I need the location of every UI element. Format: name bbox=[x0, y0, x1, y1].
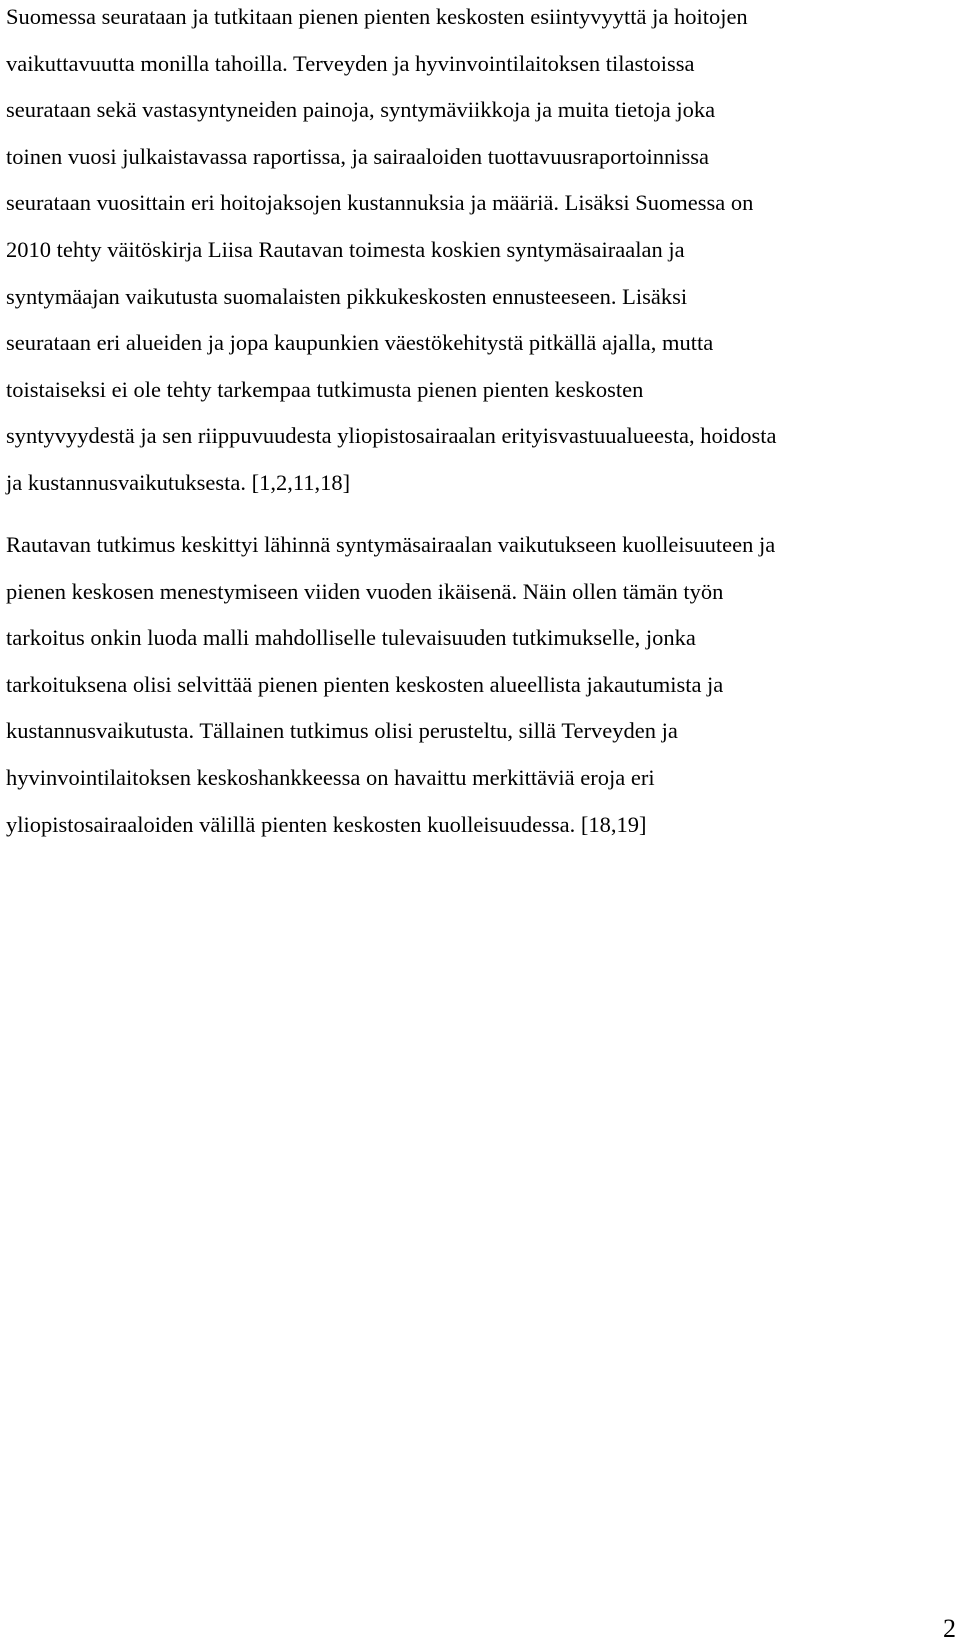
text-line: seurataan sekä vastasyntyneiden painoja, syntymäviikkoja ja muita tietoja joka bbox=[6, 97, 716, 123]
text-line: yliopistosairaaloiden välillä pienten keskosten kuolleisuudessa. [18,19] bbox=[6, 811, 647, 837]
text-line: toinen vuosi julkaistavassa raportissa, ja sairaaloiden tuottavuusraportoinnissa bbox=[6, 143, 709, 169]
text-line: Suomessa seurataan ja tutkitaan pienen pienten keskosten esiintyvyyttä ja hoitojen bbox=[6, 4, 748, 29]
text-line: ja kustannusvaikutuksesta. [1,2,11,18] bbox=[6, 469, 351, 495]
page-number: 2 bbox=[943, 1614, 956, 1643]
text-line: pienen keskosen menestymiseen viiden vuoden ikäisenä. Näin ollen tämän työn bbox=[6, 578, 724, 604]
text-line: seurataan eri alueiden ja jopa kaupunkien väestökehitystä pitkällä ajalla, mutta bbox=[6, 330, 714, 356]
text-line: tarkoitus onkin luoda malli mahdolliselle tulevaisuuden tutkimukselle, jonka bbox=[6, 625, 696, 651]
text-line: kustannusvaikutusta. Tällainen tutkimus olisi perusteltu, sillä Terveyden ja bbox=[6, 718, 678, 744]
text-line: 2010 tehty väitöskirja Liisa Rautavan toimesta koskien syntymäsairaalan ja bbox=[6, 236, 685, 262]
text-line: Rautavan tutkimus keskittyi lähinnä syntymäsairaalan vaikutukseen kuolleisuuteen ja bbox=[6, 532, 776, 557]
text-line: seurataan vuosittain eri hoitojaksojen kustannuksia ja määriä. Lisäksi Suomessa on bbox=[6, 190, 754, 216]
text-line: tarkoituksena olisi selvittää pienen pienten keskosten alueellista jakautumista ja bbox=[6, 671, 724, 697]
text-line: hyvinvointilaitoksen keskoshankkeessa on havaittu merkittäviä eroja eri bbox=[6, 764, 655, 790]
text-line: syntymäajan vaikutusta suomalaisten pikkukeskosten ennusteeseen. Lisäksi bbox=[6, 283, 688, 309]
paragraph-1 bbox=[6, 0, 956, 507]
text-line: toistaiseksi ei ole tehty tarkempaa tutkimusta pienen pienten keskosten bbox=[6, 376, 644, 402]
text-line: vaikuttavuutta monilla tahoilla. Terveyden ja hyvinvointilaitoksen tilastoissa bbox=[6, 50, 695, 76]
paragraph-2 bbox=[6, 522, 956, 848]
text-line: syntyvyydestä ja sen riippuvuudesta yliopistosairaalan erityisvastuualueesta, hoidosta bbox=[6, 423, 777, 449]
